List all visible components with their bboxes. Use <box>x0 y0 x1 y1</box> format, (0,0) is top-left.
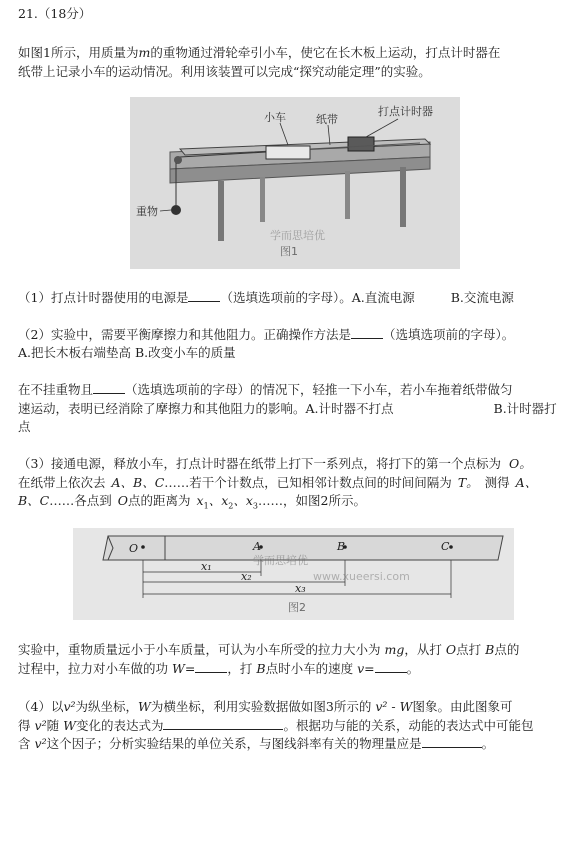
q4-text: 含 <box>18 736 31 751</box>
figure-2-tape <box>73 528 514 620</box>
distance-x2-label: x₂ <box>241 570 252 583</box>
q4-text: 得 <box>18 718 31 733</box>
q2-cont-option-a: 速运动，表明已经消除了摩擦力和其他阻力的影响。A.计时器不打点 <box>18 401 394 416</box>
q3b-mg: mg <box>384 642 405 657</box>
q3b-eq: = <box>184 661 196 676</box>
velocity-answer-blank[interactable] <box>375 660 407 673</box>
q2-cont-text: 在不挂重物且 <box>18 382 94 397</box>
label-weight: 重物 <box>136 205 158 218</box>
q1-answer-blank[interactable] <box>188 289 220 302</box>
q3-text: 在纸带上依次去 <box>18 475 106 490</box>
figure-1-caption: 图1 <box>280 245 298 258</box>
q3-text: 点的距离为 <box>128 493 191 508</box>
q3b-eq: = <box>364 661 375 676</box>
q3-text: 测得 <box>484 475 510 490</box>
question-header <box>18 4 578 24</box>
q4-v2w: v² - W <box>375 699 413 714</box>
q4-text: （4）以 <box>18 699 64 714</box>
expression-answer-blank[interactable] <box>163 717 283 730</box>
intro-text: 如图1所示，用质量为 <box>18 45 139 60</box>
apparatus-illustration <box>130 97 460 269</box>
q3b-line-1 <box>18 640 578 660</box>
q3-points-abc: A、B、C <box>111 475 165 490</box>
q3-text: ……若干个计数点，已知相邻计数点间的时间间隔为 <box>164 475 452 490</box>
q3b-text: 实验中，重物质量远小于小车质量，可认为小车所受的拉力大小为 <box>18 642 381 657</box>
figure-1-apparatus <box>130 97 460 269</box>
q3b-text: 点打 <box>456 642 482 657</box>
q2-text: （2）实验中，需要平衡摩擦力和其他阻力。正确操作方法是 <box>18 327 351 342</box>
q2-options: A.把长木板右端垫高 B.改变小车的质量 <box>18 345 236 360</box>
watermark: 学而思培优 <box>253 554 308 567</box>
q4-w: W <box>63 718 76 733</box>
q3b-text: ，打 <box>227 661 253 676</box>
mass-variable: m <box>138 45 151 60</box>
q3-x2: 、x <box>208 493 229 508</box>
q3b-b: B <box>485 642 495 657</box>
q2-line-1 <box>18 325 578 345</box>
q1-option-b: B.交流电源 <box>450 290 514 305</box>
point-b-label: B <box>337 540 346 553</box>
question-number: 21. <box>18 6 38 21</box>
q1-line <box>18 288 578 308</box>
slope-answer-blank[interactable] <box>422 735 482 748</box>
q4-text: 为纵坐标， <box>75 699 139 714</box>
q3-text: （3）接通电源，释放小车，打点计时器在纸带上打下一系列点，将打下的第一个点标为 <box>18 456 501 471</box>
q4-line-1 <box>18 697 578 717</box>
q3-interval-t: T。 <box>457 475 479 490</box>
q2-answer-blank[interactable] <box>351 326 383 339</box>
q3-text: ……各点到 <box>49 493 112 508</box>
q2-cont-line-1 <box>18 380 578 400</box>
q2-text: （选填选项前的字母）。 <box>382 327 515 342</box>
q3b-b: B <box>256 661 266 676</box>
q3-point-o: O。 <box>508 456 532 471</box>
q3b-text: 过程中，拉力对小车做的功 <box>18 661 169 676</box>
point-a-label: A <box>253 540 261 553</box>
distance-x3-label: x₃ <box>295 582 306 595</box>
q3-x3: 、x <box>233 493 253 508</box>
q2-cont-answer-blank[interactable] <box>93 381 125 394</box>
q2-cont-text: （选填选项前的字母）的情况下，轻推一下小车，若小车拖着纸带做匀 <box>125 382 513 397</box>
q1-option-a: （选填选项前的字母）。A.直流电源 <box>220 290 415 305</box>
q4-text: 为横坐标，利用实验数据做如图3所示的 <box>150 699 372 714</box>
q3b-text: 点的 <box>494 642 520 657</box>
intro-line-1 <box>18 43 578 63</box>
q3-x1: x <box>196 493 204 508</box>
watermark: 学而思培优 <box>270 229 325 242</box>
q4-v2: v² <box>34 736 47 751</box>
watermark-url: www.xueersi.com <box>313 570 410 583</box>
q3b-text: 点时小车的速度 <box>265 661 354 676</box>
point-o-label: O <box>129 542 139 555</box>
intro-line-2: 纸带上记录小车的运动情况。利用该装置可以完成“探究动能定理”的实验。 <box>18 64 431 79</box>
q4-line-2 <box>18 716 578 736</box>
q2-cont-option-b: B.计时器打 <box>493 401 557 416</box>
q4-text: 。根据功与能的关系，动能的表达式中可能包 <box>283 718 534 733</box>
work-answer-blank[interactable] <box>195 660 227 673</box>
q2-cont-line-2 <box>18 399 578 419</box>
point-c-label: C <box>441 540 450 553</box>
paper-tape-diagram <box>73 528 514 620</box>
q3b-v: v <box>357 661 365 676</box>
q3b-text: ，从打 <box>404 642 442 657</box>
q1-text: （1）打点计时器使用的电源是 <box>18 290 189 305</box>
q4-line-3 <box>18 734 578 754</box>
q4-text: 图象。由此图象可 <box>412 699 513 714</box>
q3b-o: O <box>445 642 457 657</box>
q4-v2: v² <box>63 699 76 714</box>
q3b-text: 。 <box>406 661 420 676</box>
q4-text: 。 <box>481 736 495 751</box>
q4-text: 随 <box>46 718 60 733</box>
q3-origin-o: O <box>117 493 129 508</box>
q3b-line-2 <box>18 659 578 679</box>
label-timer: 打点计时器 <box>378 105 433 118</box>
q3-point-a: A、 <box>515 475 538 490</box>
q3b-w: W <box>172 661 185 676</box>
q3-line-1 <box>18 454 578 474</box>
q4-text: 变化的表达式为 <box>75 718 164 733</box>
q3-line-3: B、C……各点到 O点的距离为 $x_1$、$x_2$、$x_3\dots\dots$，如图2所示。 <box>18 493 366 511</box>
q4-w: W <box>138 699 151 714</box>
q4-v2: v² <box>34 718 47 733</box>
distance-x1-label: x₁ <box>201 560 212 573</box>
q2-cont-line-3: 点 <box>18 419 31 434</box>
q3-line-2 <box>18 473 578 493</box>
q4-text: 这个因子；分析实验结果的单位关系，与图线斜率有关的物理量应是 <box>46 736 422 751</box>
q3-points-bc: B、C <box>18 493 50 508</box>
label-tape: 纸带 <box>316 113 338 126</box>
question-score: （18分） <box>37 6 92 21</box>
label-cart: 小车 <box>264 111 286 124</box>
figure-2-caption: 图2 <box>288 601 306 614</box>
intro-text: 的重物通过滑轮牵引小车，使它在长木板上运动，打点计时器在 <box>150 45 501 60</box>
q3-text: ……，如图2所示。 <box>258 493 366 508</box>
